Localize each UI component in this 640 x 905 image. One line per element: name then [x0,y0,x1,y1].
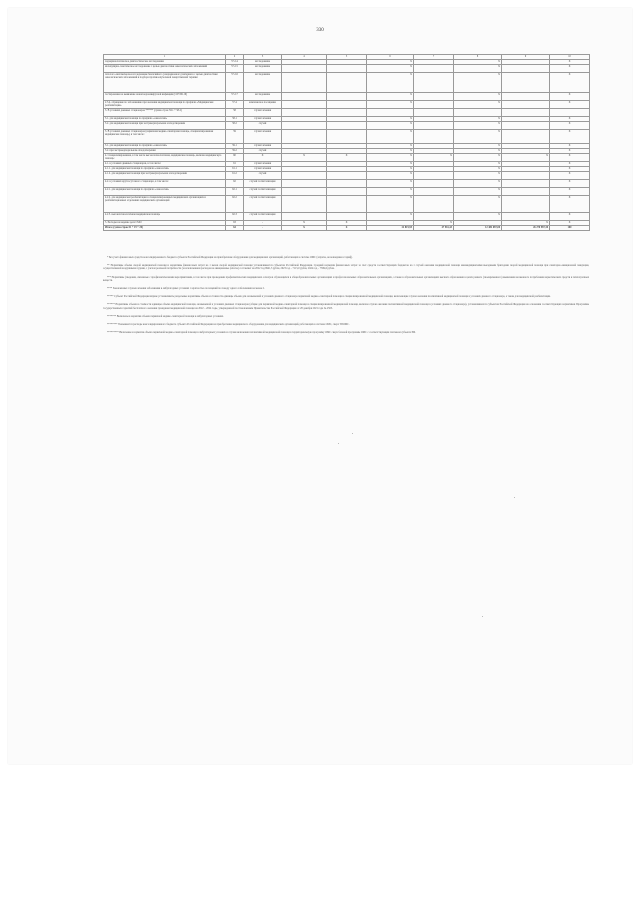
row-cell-c9 [502,122,550,130]
row-cell-unit: случай госпитализации [244,213,282,221]
row-cell-c10: X [550,162,590,167]
row-cell-unit: исследование [244,60,282,65]
row-cell-unit: исследование [244,93,282,101]
row-cell-c7 [414,65,454,73]
row-cell-code: 61.1 [226,167,244,172]
row-cell-c10: X [550,117,590,122]
row-cell-unit: - [244,226,282,231]
row-cell-c5 [327,122,367,130]
row-cell-code: 62.1 [226,188,244,196]
row-cell-c9 [502,93,550,101]
document-sheet [8,8,632,764]
row-cell-c7 [414,101,454,109]
row-cell-c5 [327,188,367,196]
row-cell-c5 [327,130,367,144]
row-cell-c6: X [367,122,414,130]
row-cell-c9 [502,196,550,213]
row-label: 4.1. в условиях дневных стационаров, в том числе: [104,162,226,167]
row-cell-code: 59.1 [226,144,244,149]
table-row [104,93,590,101]
row-label: 2.3.4. обращение по заболеванию при оказании медицинской помощи по профилю «Медицинская реабилитация» [104,101,226,109]
row-cell-code: 61.2 [226,172,244,180]
row-cell-c10: X [550,213,590,221]
row-cell-c10: X [550,221,590,226]
row-cell-c8: X [454,154,502,162]
row-cell-c6: X [367,196,414,213]
row-label: 3. В условиях дневных стационаров (первичная медико-санитарная помощь, специализированная медицинская помощь), в том числе: [104,130,226,144]
table-total-row [104,226,590,231]
row-label: молекулярно-генетическое исследование с целью диагностики онкологических заболеваний [104,65,226,73]
row-cell-c10: X [550,93,590,101]
row-label: 4.2. в условиях круглосуточного стационара, в том числе: [104,180,226,188]
row-cell-c8: X [454,130,502,144]
row-cell-c4 [282,180,327,188]
row-label: 4.2.3. высокотехнологичная медицинская помощь [104,213,226,221]
row-cell-c4 [282,65,327,73]
row-cell-unit: случай госпитализации [244,196,282,213]
row-cell-unit: - [244,221,282,226]
table-row [104,65,590,73]
row-cell-c6: X [367,101,414,109]
row-cell-c10 [550,109,590,117]
table-row [104,180,590,188]
scan-speck [482,616,483,617]
row-cell-c9 [502,188,550,196]
header-cell: 9 [502,55,550,60]
row-cell-c8: X [454,172,502,180]
row-cell-c6 [367,109,414,117]
header-cell: 10 [550,55,590,60]
footnote: ** Нормативы объема скорой медицинской помощи и нормативы финансовых затрат на 1 вызов скорой медицинской помощи устанавливаются субъектом Российской Федерации. Средний норматив финансовых затрат за счет средств соответствующих бюджетов на 1 случай оказания медицинской помощи авиамедицинскими выездными бригадами скорой медицинской помощи при санитарно-авиационной эвакуации, осуществляемой воздушными судами, с учетом реальной потребности (за исключением расходов на авиационные работы) составляет на 2022 год 6941,3 рубля, 2023 год – 7115,0 рубля, 2024 год – 7399,6 рубля. [103,264,589,271]
row-cell-c5 [327,101,367,109]
row-cell-c4 [282,122,327,130]
row-cell-c7 [414,130,454,144]
row-cell-code: 62.3 [226,213,244,221]
footnote: *** Нормативы (сведения, связанные с профилактическими мероприятиями, в том числе при проведении профилактических медицинских осмотров обучающихся в общеобразовательных организациях и профессиональных образовательных организациях, а также в образовательных организациях высшего образования в целях раннего (своевременного) выявления незаконного потребления наркотических средств и психотропных веществ. [103,275,589,282]
row-label: 4.1.2. для медицинской помощи при экстракорпоральном оплодотворении [104,172,226,180]
row-cell-c5 [327,93,367,101]
row-cell-c10: X [550,101,590,109]
row-cell-c6: X [367,149,414,154]
row-cell-c10: X [550,180,590,188]
row-cell-code: 62 [226,180,244,188]
table-row [104,213,590,221]
row-cell-code: 57.2.5 [226,65,244,73]
row-cell-code: 64 [226,226,244,231]
row-cell-c10: 100 [550,226,590,231]
header-cell: 3 [244,55,282,60]
row-cell-code: 58.2 [226,122,244,130]
row-cell-c6: X [367,60,414,65]
row-cell-c9 [502,109,550,117]
footnote: ******* Включены в норматив объема первичной медико-санитарной помощи в амбулаторных условиях. [107,314,224,318]
row-cell-c8: X [454,162,502,167]
row-cell-c8: X [454,167,502,172]
row-cell-c7: X [414,221,454,226]
row-cell-unit: случай лечения [244,167,282,172]
row-cell-c7 [414,122,454,130]
row-cell-c6: X [367,130,414,144]
row-label: 4. Специализированная, в том числе высокотехнологичная, медицинская помощь, включая медицинскую помощь: [104,154,226,162]
row-cell-c10: X [550,73,590,93]
row-cell-unit: исследование [244,73,282,93]
row-cell-c10: X [550,130,590,144]
page-number: 330 [316,28,324,33]
row-cell-c8: X [454,73,502,93]
row-cell-c10: X [550,144,590,149]
row-cell-c9 [502,180,550,188]
table-row [104,196,590,213]
row-label: тестирование на выявление новой коронавирусной инфекции (COVID-19) [104,93,226,101]
row-cell-c6: X [367,167,414,172]
table-row [104,73,590,93]
footnotes [103,256,589,339]
row-cell-c4 [282,93,327,101]
row-cell-c10: X [550,188,590,196]
row-cell-c9 [502,213,550,221]
row-cell-c6: X [367,162,414,167]
row-cell-code: 58 [226,109,244,117]
row-cell-c7 [414,73,454,93]
row-cell-c9 [502,65,550,73]
row-cell-c5: X [327,221,367,226]
row-cell-c10: X [550,60,590,65]
row-cell-c7 [414,109,454,117]
row-cell-c4 [282,101,327,109]
row-cell-c8 [454,109,502,117]
row-cell-unit: случай [244,172,282,180]
footnote: **** Законченных случаев лечения заболевания в амбулаторных условиях с кратностью посещений по поводу одного заболевания не менее 2. [107,287,265,291]
row-cell-c7: 47 916,43 [414,226,454,231]
row-cell-unit: X [244,154,282,162]
row-cell-c7: X [414,154,454,162]
table-row [104,101,590,109]
row-cell-c5 [327,180,367,188]
row-cell-c7 [414,180,454,188]
row-cell-c5 [327,109,367,117]
row-cell-c4 [282,188,327,196]
header-cell: 7 [414,55,454,60]
row-cell-code: 57.4 [226,101,244,109]
row-label: 3. В условиях дневных стационаров ****** (сумма строк 58.1 + 58.2) [104,109,226,117]
row-cell-c9: X [502,221,550,226]
row-label: 5. Расходы на ведение дела СМО [104,221,226,226]
row-cell-c7 [414,213,454,221]
row-label: 3.2. при экстракорпоральном оплодотворении [104,149,226,154]
row-cell-c8: X [454,213,502,221]
row-cell-unit: случай лечения [244,117,282,122]
financing-table [103,54,590,231]
row-cell-c5 [327,73,367,93]
row-label: 4.1.1. для медицинской помощи по профилю «онкология» [104,167,226,172]
table-row [104,188,590,196]
row-cell-c7 [414,196,454,213]
row-cell-c6: X [367,154,414,162]
row-cell-c4 [282,213,327,221]
row-label: Итого (сумма строк 01 + 19 + 20) [104,226,226,231]
row-cell-code: 57.2.4 [226,60,244,65]
row-cell-unit: случай лечения [244,144,282,149]
row-cell-c4 [282,73,327,93]
row-cell-c6: X [367,117,414,122]
row-cell-code: 61 [226,162,244,167]
row-cell-c5 [327,196,367,213]
row-cell-c6: X [367,144,414,149]
scan-speck [352,433,353,434]
row-cell-unit: случай лечения [244,109,282,117]
row-label: 3.1. для медицинской помощи по профилю «онкология» [104,144,226,149]
footnote: ******** Указываются расходы консолидированного бюджета субъекта Российской Федерации на приобретение медицинского оборудования для медицинских организаций, работающих в системе ОМС, сверх ТПОМС. [107,323,350,327]
row-cell-code: 59.2 [226,149,244,154]
table-row [104,130,590,144]
row-cell-c6: X [367,73,414,93]
row-cell-unit: случай лечения [244,162,282,167]
row-cell-unit: случай [244,122,282,130]
row-cell-c8: X [454,144,502,149]
row-cell-c9 [502,130,550,144]
row-cell-c9 [502,73,550,93]
row-cell-c10: X [550,122,590,130]
row-cell-c9: X [502,154,550,162]
row-cell-c6: X [367,180,414,188]
row-cell-unit: случай госпитализации [244,180,282,188]
row-cell-unit: исследование [244,65,282,73]
row-cell-c6: X [367,213,414,221]
footnote: ****** Нормативы объема и стоимости единицы объема медицинской помощи, оказываемой в условиях дневных стационаров (общие для первичной медико-санитарной помощи и специализированной медицинской помощи, включая случаи оказания паллиативной медицинской помощи в условиях дневного стационара), устанавливаются субъектом Российской Федерации на основании соответствующих нормативов Программы государственных гарантий бесплатного оказания гражданам медицинской помощи на 2022 – 2024 годы, утвержденной постановлением Правительства Российской Федерации от 28 декабря 2021 года № 2505. [103,303,589,310]
header-cell: 6 [367,55,414,60]
row-cell-c4: X [282,154,327,162]
row-cell-code: 63 [226,221,244,226]
header-cell: 2 [226,55,244,60]
row-cell-c4 [282,109,327,117]
row-cell-c8: X [454,196,502,213]
footnote: ***** Субъект Российской Федерации вправе устанавливать раздельные нормативы объема и стоимости единицы объема для оказываемой в условиях дневного стационара первичной медико-санитарной помощи и специализированной медицинской помощи, включающие случаи оказания паллиативной медицинской помощи в условиях дневного стационара, а также для медицинской реабилитации. [107,295,551,299]
row-cell-c9 [502,101,550,109]
header-cell: 1 [104,55,226,60]
row-cell-c7 [414,172,454,180]
header-cell: 5 [327,55,367,60]
row-cell-c10: X [550,65,590,73]
row-cell-c4 [282,172,327,180]
row-cell-c6: X [367,65,414,73]
row-label: 4.2.2. для медицинской реабилитации в специализированных медицинских организациях и реабилитационных отделениях медицинских организаций [104,196,226,213]
row-label: 4.2.1. для медицинской помощи по профилю «онкология» [104,188,226,196]
row-cell-unit: комплексное посещение [244,101,282,109]
row-cell-code: 60 [226,154,244,162]
row-cell-c8: X [454,117,502,122]
table-row [104,172,590,180]
row-cell-c10: X [550,196,590,213]
scan-speck [338,443,339,444]
row-cell-c7 [414,93,454,101]
row-label: 3.1. для медицинской помощи по профилю «онкология» [104,117,226,122]
row-cell-c4: X [282,226,327,231]
row-cell-code: 62.2 [226,196,244,213]
row-cell-c5: X [327,154,367,162]
row-cell-code: 59 [226,130,244,144]
row-cell-c5 [327,213,367,221]
row-cell-c4 [282,130,327,144]
footnote: ********* Включены в норматив объема первичной медико-санитарной помощи в амбулаторных условиях и случаи включения паллиативной медицинской помощи в территориальную программу ОМС сверх базовой программы ОМС с соответствующим платежом субъекта РФ. [107,331,416,335]
row-cell-c8: X [454,180,502,188]
row-cell-c6: X [367,188,414,196]
row-cell-c4: X [282,221,327,226]
row-cell-c8: X [454,188,502,196]
scan-speck [514,497,515,498]
table-row [104,154,590,162]
row-cell-c6: X [367,172,414,180]
row-cell-c10: X [550,167,590,172]
row-label: 3.2. для медицинской помощи при экстракорпоральном оплодотворении [104,122,226,130]
row-cell-c5 [327,172,367,180]
row-cell-c8: X [454,101,502,109]
row-cell-unit: случай лечения [244,130,282,144]
row-label: патолого-анатомическое исследование биопсийного (операционного) материала с целью диагностики онкологических заболеваний и подбора противоопухолевой лекарственной терапии [104,73,226,93]
row-cell-c8: X [454,65,502,73]
row-cell-c9: 26 270 987,30 [502,226,550,231]
row-cell-c7 [414,188,454,196]
row-cell-c10: X [550,172,590,180]
row-cell-c6: X [367,93,414,101]
row-cell-unit: случай [244,149,282,154]
row-label: эндокринологическое диагностическое исследование [104,60,226,65]
header-cell: 8 [454,55,502,60]
row-cell-c8: X [454,60,502,65]
row-cell-c8: X [454,93,502,101]
table-body [104,55,590,231]
row-cell-c5: X [327,226,367,231]
table-row [104,109,590,117]
row-cell-c8: X [454,122,502,130]
row-cell-code: 58.1 [226,117,244,122]
row-cell-c6: 22 819,95 [367,226,414,231]
row-cell-c8: X [454,149,502,154]
header-cell: 4 [282,55,327,60]
row-cell-code: 57.2.7 [226,93,244,101]
row-cell-code: 57.2.6 [226,73,244,93]
table-row [104,122,590,130]
row-cell-c4 [282,196,327,213]
footnote: * Без учета финансовых средств консолидированного бюджета субъекта Российской Федерации на приобретение оборудования для медицинских организаций, работающих в системе ОМС (затраты, не вошедшие в тариф). [107,256,353,259]
row-cell-unit: случай госпитализации [244,188,282,196]
row-cell-c5 [327,65,367,73]
row-cell-c10: X [550,149,590,154]
row-cell-c8: 12 482 087,00 [454,226,502,231]
row-cell-c9 [502,172,550,180]
row-cell-c10: X [550,154,590,162]
